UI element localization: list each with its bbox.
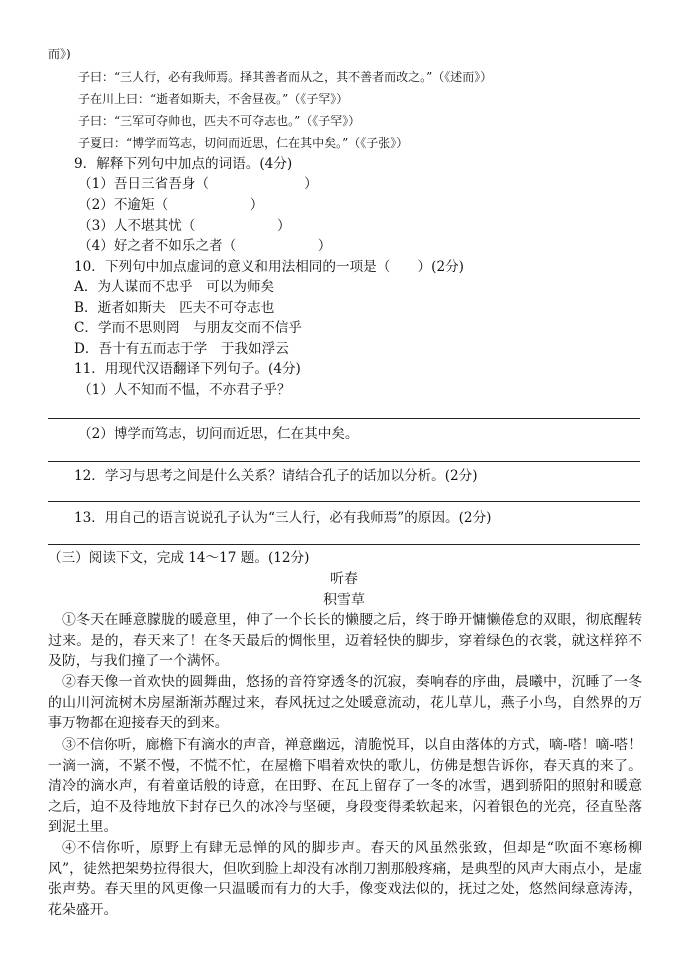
question-9-item: （3）人不堪其忧（ ） — [78, 218, 291, 234]
classical-quote: 子曰：“三人行，必有我师焉。择其善者而从之，其不善者而改之。”（《述而》） — [78, 70, 493, 84]
classical-quote: 子曰：“三军可夺帅也，匹夫不可夺志也。”（《子罕》） — [78, 114, 361, 128]
question-9-item: （4）好之者不如乐之者（ ） — [78, 238, 332, 254]
article-paragraph-4: ④不信你听，原野上有肆无忌惮的风的脚步声。春天的风虽然张致，但却是“吹面不寒杨柳风”，徒然把架势拉得很大，但吹到脸上却没有冰削刀割那般疼痛，是典型的风声大雨点小，是虚张声势。春天里的风更像一只温暖而有力的大手，像变戏法似的，抚过之处，悠然间绿意涛涛，花朵盛开。 — [48, 840, 642, 918]
question-12: 12．学习与思考之间是什么关系？请结合孔子的话加以分析。(2分) — [74, 468, 478, 484]
question-11-item: （1）人不知而不愠，不亦君子乎？ — [78, 382, 291, 398]
classical-quote: 子在川上曰：“逝者如斯夫，不舍昼夜。”（《子罕》） — [78, 92, 349, 106]
question-9-title: 9．解释下列句中加点的词语。(4分) — [74, 156, 293, 172]
article-paragraph-3: ③不信你听，廊檐下有滴水的声音，禅意幽远，清脆悦耳，以自由落体的方式，嘀-嗒！嘀-嗒！一滴一滴，不紧不慢，不慌不忙，在屋檐下唱着欢快的歌儿，仿佛是想告诉你，春天真的来了。清冷的滴水声，有着童话般的诗意，在田野、在瓦上留存了一冬的冰雪，遇到骄阳的照射和暖意之后，迫不及待地放下封存已久的冰冷与坚硬，身段变得柔软起来，闪着银色的光亮，径直坠落到泥土里。 — [48, 737, 642, 836]
question-10-title: 10．下列句中加点虚词的意义和用法相同的一项是（ ）(2分) — [74, 259, 464, 275]
question-11-item: （2）博学而笃志，切问而近思，仁在其中矣。 — [78, 426, 359, 442]
classical-quote: 子夏曰：“博学而笃志，切问而近思，仁在其中矣。”（《子张》） — [78, 136, 409, 150]
article-author: 积雪草 — [323, 592, 365, 608]
question-10-option: B．逝者如斯夫 匹夫不可夺志也 — [74, 300, 275, 316]
section-3-heading: （三）阅读下文，完成 14～17 题。(12分) — [48, 550, 310, 566]
question-9-item: （2）不逾矩（ ） — [78, 197, 264, 213]
question-11-title: 11．用现代汉语翻译下列句子。(4分) — [74, 361, 301, 377]
answer-line — [48, 544, 640, 545]
question-10-option: C．学而不思则罔 与朋友交而不信乎 — [74, 320, 302, 336]
question-10-option: D．吾十有五而志于学 于我如浮云 — [74, 341, 289, 357]
question-9-item: （1）吾日三省吾身（ ） — [78, 176, 318, 192]
question-13: 13．用自己的语言说说孔子认为“三人行，必有我师焉”的原因。(2分) — [74, 510, 492, 526]
answer-line — [48, 418, 640, 419]
answer-line — [48, 501, 640, 502]
article-paragraph-1: ①冬天在睡意朦胧的暖意里，伸了一个长长的懒腰之后，终于睁开慵懒倦怠的双眼，彻底醒转过来。是的，春天来了！在冬天最后的惆怅里，迈着轻快的脚步，穿着绿色的衣裳，就这样猝不及防，与我们撞了一个满怀。 — [48, 612, 642, 670]
answer-line — [48, 461, 640, 462]
question-10-option: A．为人谋而不忠乎 可以为师矣 — [74, 279, 275, 295]
header-fragment: 而》) — [48, 47, 71, 61]
article-title: 听春 — [330, 571, 358, 587]
article-paragraph-2: ②春天像一首欢快的圆舞曲，悠扬的音符穿透冬的沉寂，奏响春的序曲，晨曦中，沉睡了一冬的山川河流树木房屋渐渐苏醒过来，春风抚过之处暖意流动，花儿草儿，燕子小鸟，自然界的万事万物都在迎接春天的到来。 — [48, 674, 642, 732]
